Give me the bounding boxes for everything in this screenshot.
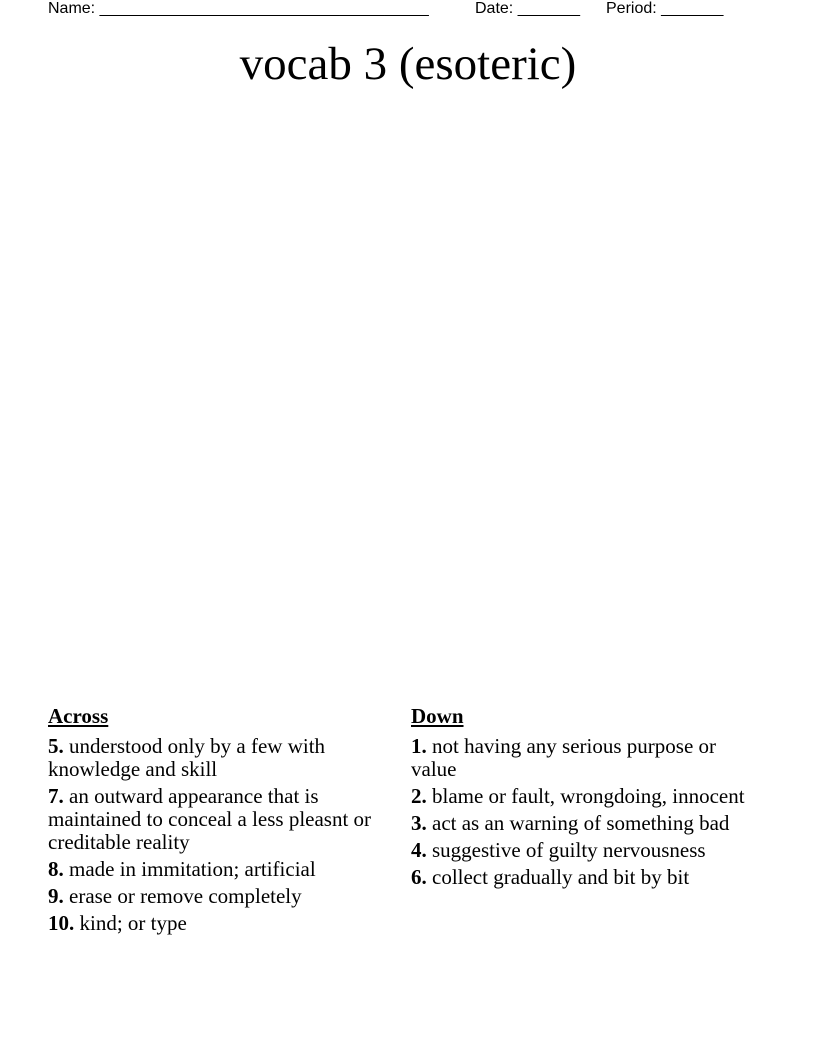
across-clues-column xyxy=(48,703,398,939)
clue-number: 3. xyxy=(411,811,427,835)
clue-text: understood only by a few with knowledge and skill xyxy=(48,734,326,781)
clue-number: 10. xyxy=(48,911,75,935)
period-field-label: Period: _______ xyxy=(606,0,724,17)
across-clue xyxy=(48,885,398,908)
down-clue xyxy=(411,735,756,781)
worksheet-header xyxy=(48,0,748,20)
clue-text: collect gradually and bit by bit xyxy=(432,865,690,889)
down-clues-column xyxy=(411,703,756,893)
clue-number: 8. xyxy=(48,857,64,881)
clue-number: 9. xyxy=(48,884,64,908)
down-clue xyxy=(411,812,756,835)
down-heading: Down xyxy=(411,704,464,728)
page-title: vocab 3 (esoteric) xyxy=(239,38,577,90)
clue-text: blame or fault, wrongdoing, innocent xyxy=(432,784,745,808)
clue-number: 1. xyxy=(411,734,427,758)
clue-number: 6. xyxy=(411,865,427,889)
across-clue xyxy=(48,735,398,781)
across-clue xyxy=(48,912,398,935)
clue-text: made in immitation; artificial xyxy=(69,857,316,881)
clue-number: 5. xyxy=(48,734,64,758)
clue-number: 4. xyxy=(411,838,427,862)
date-field-label: Date: _______ xyxy=(475,0,580,17)
down-clue xyxy=(411,839,756,862)
clue-text: erase or remove completely xyxy=(69,884,302,908)
across-heading: Across xyxy=(48,704,109,728)
clue-text: an outward appearance that is maintained to conceal a less pleasnt or creditable reality xyxy=(48,784,372,854)
across-clue xyxy=(48,785,398,854)
clue-text: not having any serious purpose or value xyxy=(411,734,717,781)
clue-text: suggestive of guilty nervousness xyxy=(432,838,706,862)
clue-number: 7. xyxy=(48,784,64,808)
across-clue xyxy=(48,858,398,881)
clue-number: 2. xyxy=(411,784,427,808)
down-clue xyxy=(411,866,756,889)
down-clue xyxy=(411,785,756,808)
clue-text: act as an warning of something bad xyxy=(432,811,730,835)
clue-text: kind; or type xyxy=(79,911,187,935)
name-field-label: Name: _____________________________________ xyxy=(48,0,429,17)
